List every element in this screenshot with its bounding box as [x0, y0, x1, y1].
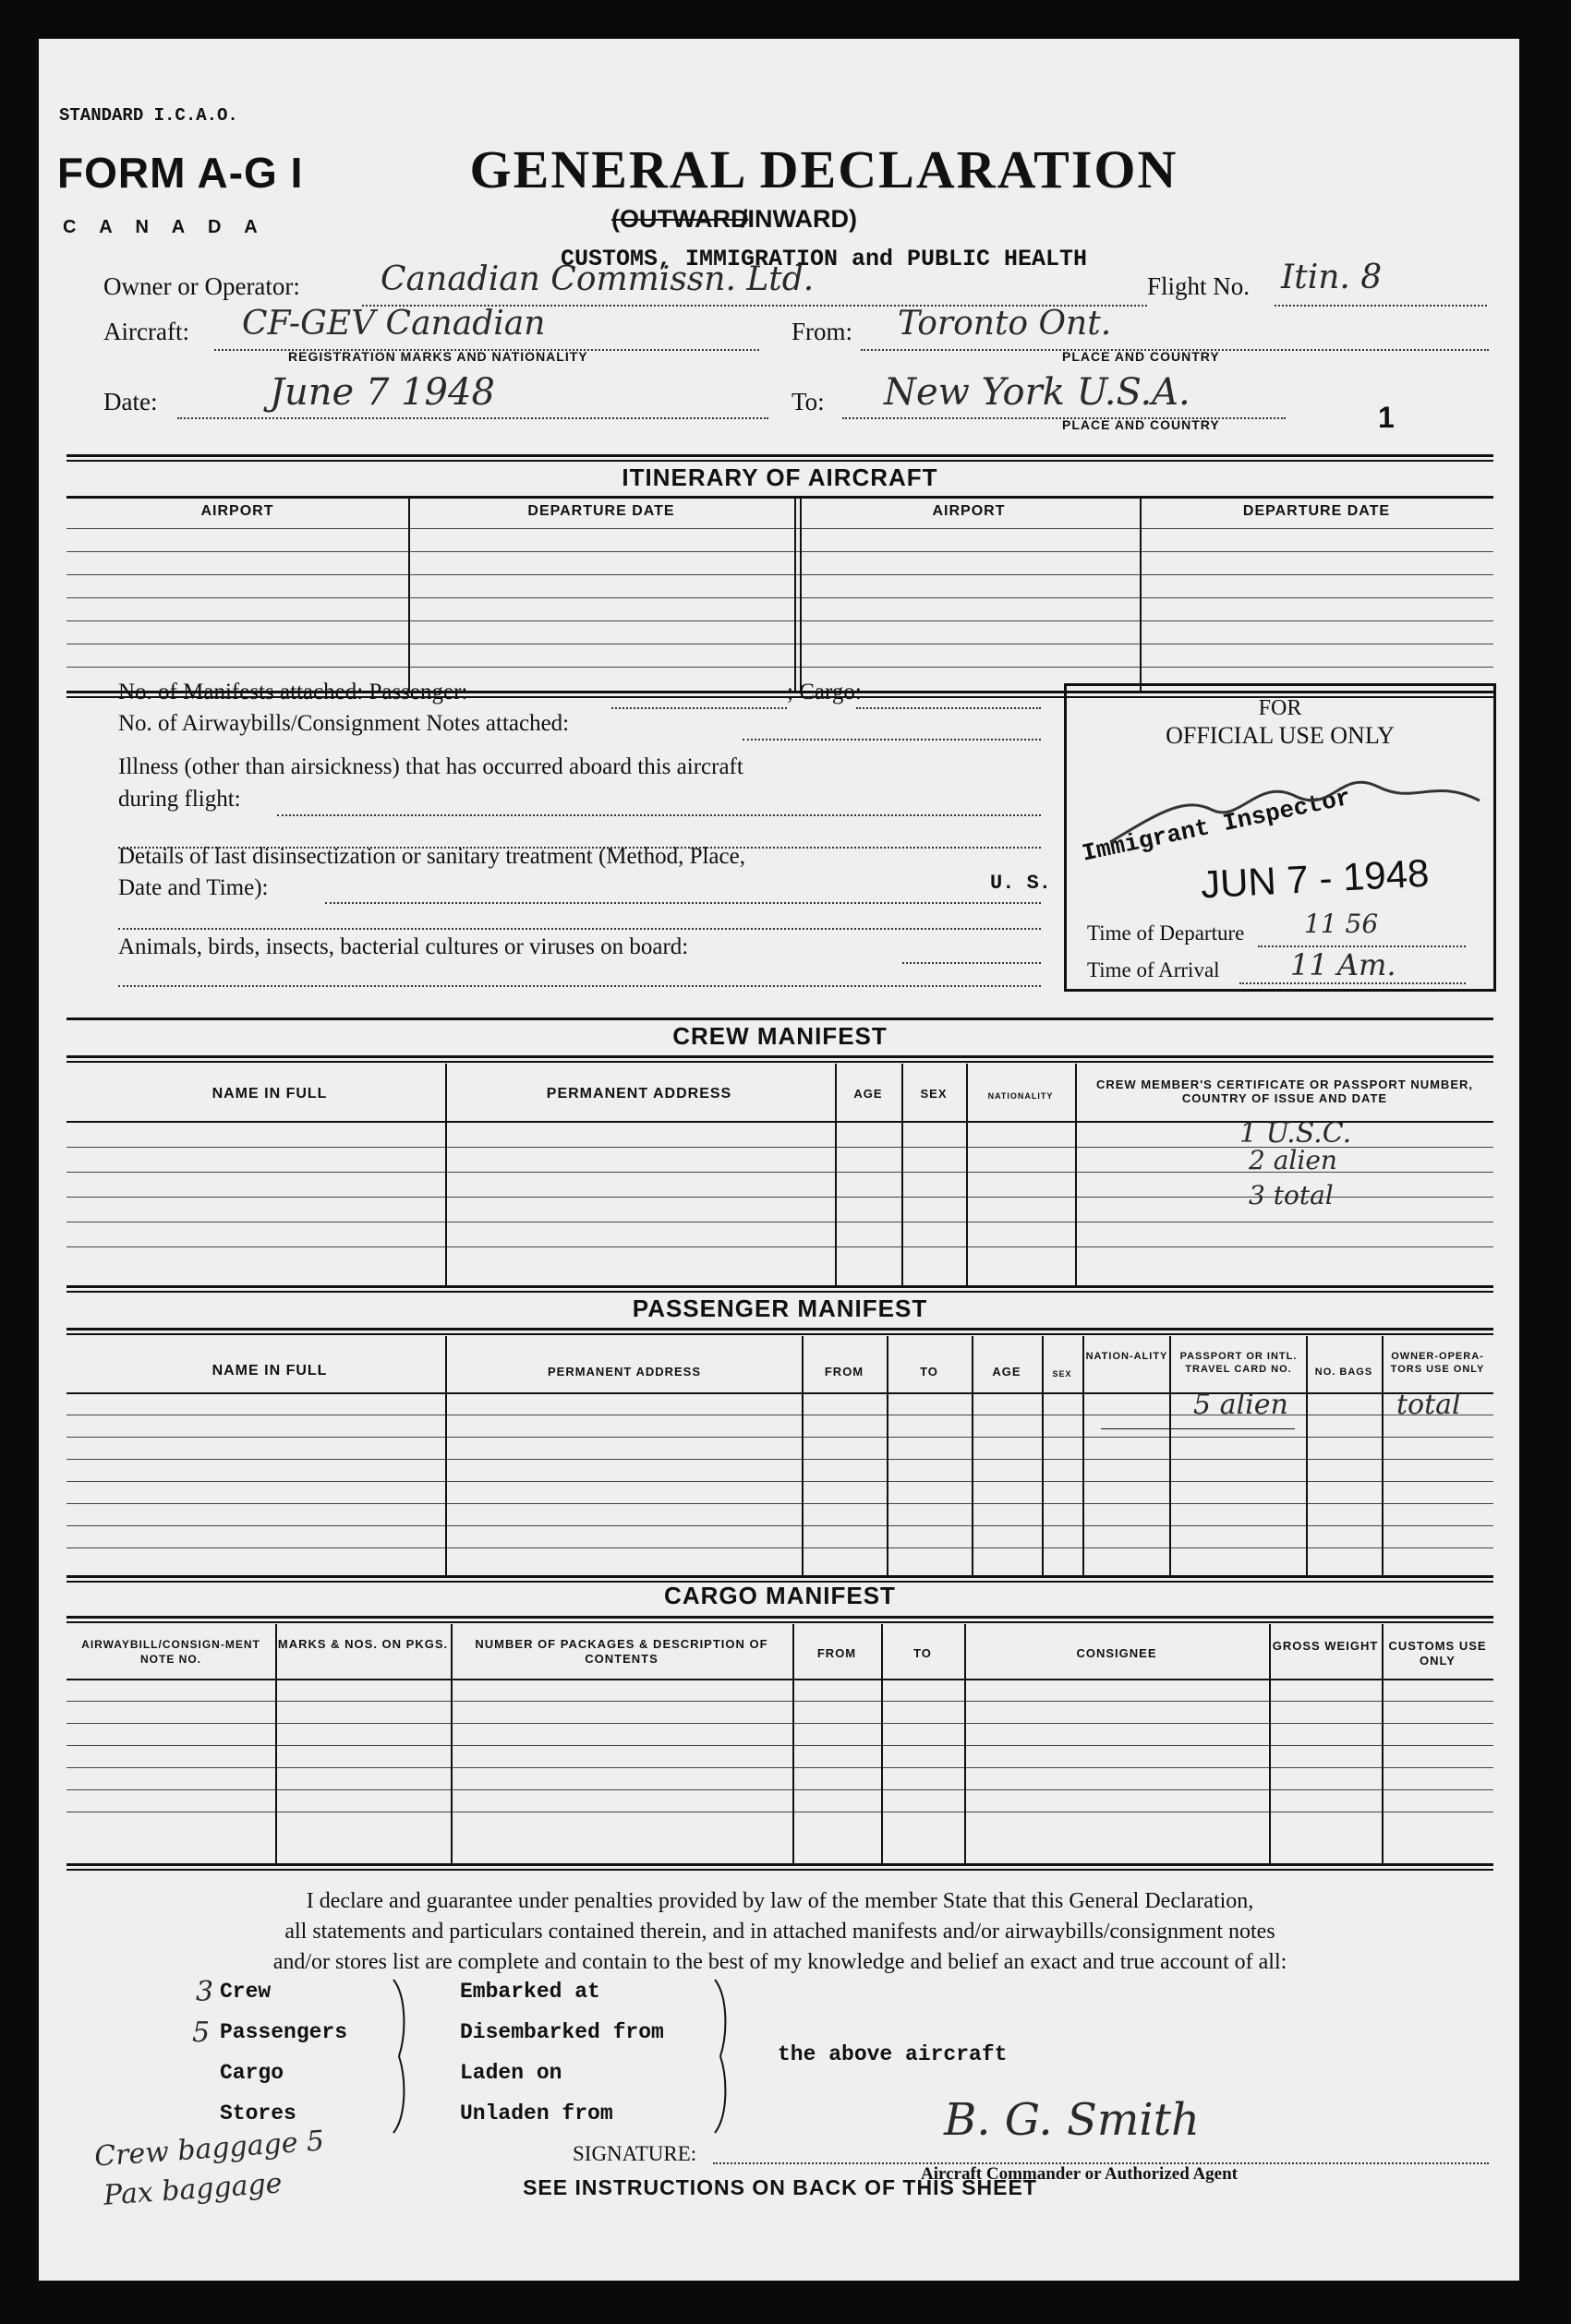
crew-col-address: PERMANENT ADDRESS: [546, 1086, 732, 1102]
arrival-value: 11 Am.: [1290, 947, 1396, 982]
crew-col-sex: SEX: [920, 1087, 948, 1101]
date-value: June 7 1948: [270, 371, 495, 414]
disinsect-line-2: Date and Time):: [118, 875, 269, 900]
margin-note-2: Pax baggage: [103, 2167, 284, 2212]
item-passengers: Passengers: [220, 2020, 348, 2044]
to-value: New York U.S.A.: [884, 371, 1190, 414]
declaration-line-3: and/or stores list are complete and contain to the best of my knowledge and belief an exact and true account of all:: [272, 1950, 1287, 1974]
passenger-title: PASSENGER MANIFEST: [632, 1294, 928, 1322]
date-label: Date:: [103, 388, 158, 415]
animals-label: Animals, birds, insects, bacterial cultures or viruses on board:: [118, 934, 689, 959]
country-label: C A N A D A: [63, 217, 267, 237]
flight-label: Flight No.: [1147, 272, 1251, 300]
signature-label: SIGNATURE:: [573, 2142, 697, 2165]
crew-col-nationality: NATIONALITY: [987, 1091, 1054, 1101]
cargo-col-customs: CUSTOMS USE ONLY: [1388, 1639, 1487, 1668]
disinsect-line-1: Details of last disinsectization or sanitary treatment (Method, Place,: [118, 844, 745, 869]
pax-note-count: 5 alien: [1193, 1389, 1288, 1421]
declaration-line-2: all statements and particulars contained therein, and in attached manifests and/or airwaybills/consignment notes: [284, 1920, 1275, 1944]
pax-col-address: PERMANENT ADDRESS: [547, 1365, 702, 1379]
crew-count: 3: [196, 1976, 214, 2008]
pax-col-nationality: NATION-ALITY: [1085, 1351, 1168, 1362]
signature-caption: Aircraft Commander or Authorized Agent: [921, 2164, 1239, 2184]
standard-label: STANDARD I.C.A.O.: [59, 105, 238, 126]
crew-note-3: 3 total: [1249, 1180, 1334, 1210]
action-laden: Laden on: [460, 2061, 562, 2085]
item-cargo: Cargo: [220, 2061, 284, 2085]
cargo-label: ; Cargo:: [787, 680, 862, 704]
pax-col-age: AGE: [992, 1365, 1021, 1379]
cargo-col-to: TO: [913, 1646, 932, 1660]
action-unladen: Unladen from: [460, 2101, 613, 2125]
direction-kept: /INWARD): [741, 205, 857, 233]
illness-line-2: during flight:: [118, 787, 241, 812]
itinerary-col-airport-1: AIRPORT: [200, 503, 274, 519]
page-title: GENERAL DECLARATION: [469, 139, 1178, 199]
pax-col-bags: NO. BAGS: [1314, 1367, 1373, 1378]
itinerary-col-date-1: DEPARTURE DATE: [527, 503, 675, 519]
itinerary-col-airport-2: AIRPORT: [932, 503, 1006, 519]
aircraft-text: the above aircraft: [778, 2042, 1008, 2066]
stamp-inspector: Immigrant Inspector: [1079, 783, 1354, 868]
footer-instructions: SEE INSTRUCTIONS ON BACK OF THIS SHEET: [523, 2175, 1037, 2199]
form-sheet: [39, 39, 1519, 2281]
aircraft-caption: REGISTRATION MARKS AND NATIONALITY: [288, 349, 588, 364]
subtitle: CUSTOMS, IMMIGRATION and PUBLIC HEALTH: [560, 246, 1088, 272]
cargo-title: CARGO MANIFEST: [664, 1582, 896, 1609]
arrival-label: Time of Arrival: [1087, 958, 1220, 981]
signature-value: B. G. Smith: [944, 2094, 1200, 2146]
cargo-col-consignee: CONSIGNEE: [1076, 1646, 1157, 1660]
stamp-date: JUN 7 - 1948: [1199, 850, 1431, 907]
direction-struck: (OUTWARD: [611, 205, 749, 233]
cargo-col-packages: NUMBER OF PACKAGES & DESCRIPTION OF CONTENTS: [475, 1637, 768, 1666]
itinerary-col-date-2: DEPARTURE DATE: [1242, 503, 1391, 519]
owner-value: Canadian Commissn. Ltd.: [381, 260, 815, 298]
official-line-2: OFFICIAL USE ONLY: [1166, 722, 1395, 749]
pax-col-passport: PASSPORT OR INTL. TRAVEL CARD NO.: [1179, 1351, 1298, 1375]
action-embarked: Embarked at: [460, 1980, 600, 2004]
pax-col-name: NAME IN FULL: [211, 1363, 328, 1379]
pax-col-owner: OWNER-OPERA-TORS USE ONLY: [1390, 1351, 1485, 1375]
bracket-right-icon: [711, 1978, 739, 2135]
from-caption: PLACE AND COUNTRY: [1062, 349, 1220, 364]
passenger-count: 5: [192, 2017, 211, 2049]
cargo-col-weight: GROSS WEIGHT: [1272, 1639, 1379, 1653]
aircraft-value: CF-GEV Canadian: [242, 305, 546, 343]
cargo-col-marks: MARKS & NOS. ON PKGS.: [277, 1637, 449, 1651]
illness-line-1: Illness (other than airsickness) that has occurred aboard this aircraft: [118, 754, 743, 779]
flight-value: Itin. 8: [1281, 259, 1383, 296]
pax-col-sex: SEX: [1052, 1369, 1072, 1379]
crew-note-1: 1 U.S.C.: [1239, 1117, 1352, 1150]
bracket-left-icon: [390, 1978, 417, 2135]
departure-value: 11 56: [1304, 909, 1379, 939]
crew-col-certificate: CREW MEMBER'S CERTIFICATE OR PASSPORT NUMBER, COUNTRY OF ISSUE AND DATE: [1095, 1078, 1473, 1105]
crew-title: CREW MANIFEST: [672, 1022, 888, 1050]
to-label: To:: [792, 388, 825, 415]
departure-label: Time of Departure: [1087, 921, 1245, 945]
stamp-us: U. S.: [990, 872, 1052, 895]
cargo-col-airwaybill: AIRWAYBILL/CONSIGN-MENT NOTE NO.: [81, 1638, 260, 1666]
cargo-col-from: FROM: [816, 1646, 857, 1660]
item-crew: Crew: [220, 1980, 272, 2004]
to-caption: PLACE AND COUNTRY: [1062, 417, 1220, 432]
action-disembarked: Disembarked from: [460, 2020, 664, 2044]
page-number: 1: [1378, 401, 1395, 434]
airwaybills-label: No. of Airwaybills/Consignment Notes attached:: [118, 711, 570, 736]
from-value: Toronto Ont.: [898, 305, 1112, 343]
margin-note-1: Crew baggage 5: [93, 2125, 326, 2173]
from-label: From:: [792, 318, 853, 345]
form-number: FORM A-G I: [57, 149, 304, 197]
official-line-1: FOR: [1258, 696, 1302, 720]
manifests-label: No. of Manifests attached: Passenger:: [118, 680, 468, 704]
pax-col-to: TO: [920, 1365, 938, 1379]
crew-col-age: AGE: [853, 1087, 883, 1101]
pax-note-total: total: [1396, 1389, 1461, 1421]
owner-label: Owner or Operator:: [103, 272, 300, 300]
crew-col-name: NAME IN FULL: [211, 1086, 328, 1102]
crew-note-2: 2 alien: [1249, 1145, 1337, 1175]
item-stores: Stores: [220, 2101, 296, 2125]
pax-col-from: FROM: [824, 1365, 864, 1379]
inspector-signature: [1101, 759, 1489, 861]
declaration-line-1: I declare and guarantee under penalties provided by law of the member State that this General Declaration,: [306, 1889, 1254, 1913]
itinerary-title: ITINERARY OF AIRCRAFT: [622, 464, 938, 491]
aircraft-label: Aircraft:: [103, 318, 189, 345]
